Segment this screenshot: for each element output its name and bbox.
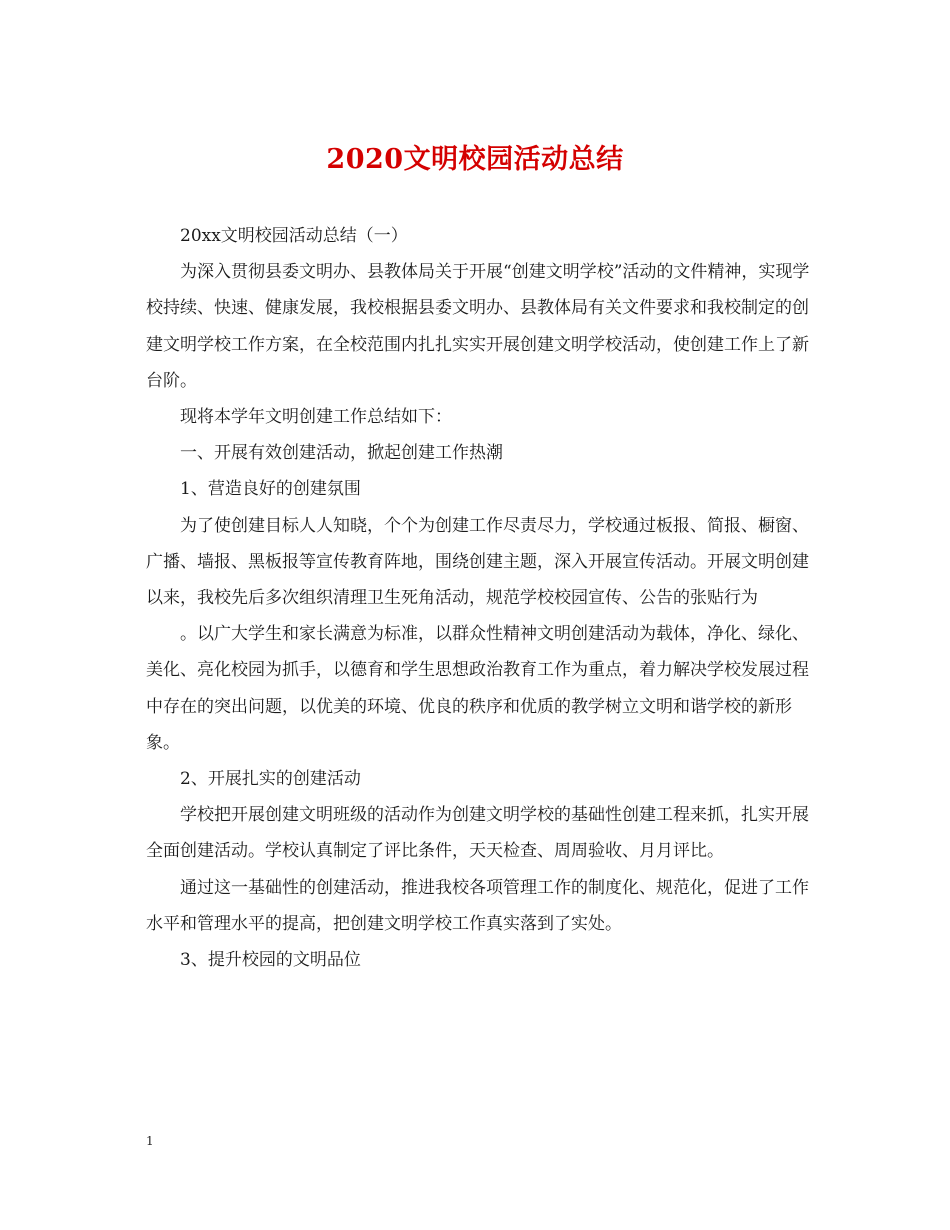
subsection-heading: 3、提升校园的文明品位 <box>180 950 361 971</box>
paragraph: 通过这一基础性的创建活动，推进我校各项管理工作的制度化、规范化，促进了工作水平和管理水平的提高，把创建文明学校工作真实落到了实处。 <box>146 877 809 934</box>
paragraph-heading: 20xx文明校园活动总结（一） <box>180 226 408 246</box>
subsection-heading: 2、开展扎实的创建活动 <box>180 769 361 790</box>
section-heading: 一、开展有效创建活动，掀起创建工作热潮 <box>180 443 503 464</box>
document-title: 2020文明校园活动总结 <box>326 144 624 175</box>
paragraph: 学校把开展创建文明班级的活动作为创建文明学校的基础性创建工程来抓，扎实开展全面创建活动。学校认真制定了评比条件，天天检查、周周验收、月月评比。 <box>146 805 809 862</box>
paragraph: 为深入贯彻县委文明办、县教体局关于开展“创建文明学校”活动的文件精神，实现学校持续、快速、健康发展，我校根据县委文明办、县教体局有关文件要求和我校制定的创建文明学校工作方案，在全校范围内扎扎实实开展创建文明学校活动，使创建工作上了新台阶。 <box>146 262 810 391</box>
paragraph: 。以广大学生和家长满意为标准，以群众性精神文明创建活动为载体，净化、绿化、美化、亮化校园为抓手，以德育和学生思想政治教育工作为重点，着力解决学校发展过程中存在的突出问题，以优美的环境、优良的秩序和优质的教学树立文明和谐学校的新形象。 <box>146 624 809 753</box>
paragraph: 现将本学年文明创建工作总结如下： <box>180 407 452 428</box>
page-number: 1 <box>146 1134 154 1148</box>
document-body <box>146 218 816 978</box>
paragraph: 为了使创建目标人人知晓，个个为创建工作尽责尽力，学校通过板报、简报、橱窗、广播、墙报、黑板报等宣传教育阵地，围绕创建主题，深入开展宣传活动。开展文明创建以来，我校先后多次组织清理卫生死角活动，规范学校校园宣传、公告的张贴行为 <box>146 515 809 609</box>
subsection-heading: 1、营造良好的创建氛围 <box>180 479 361 500</box>
